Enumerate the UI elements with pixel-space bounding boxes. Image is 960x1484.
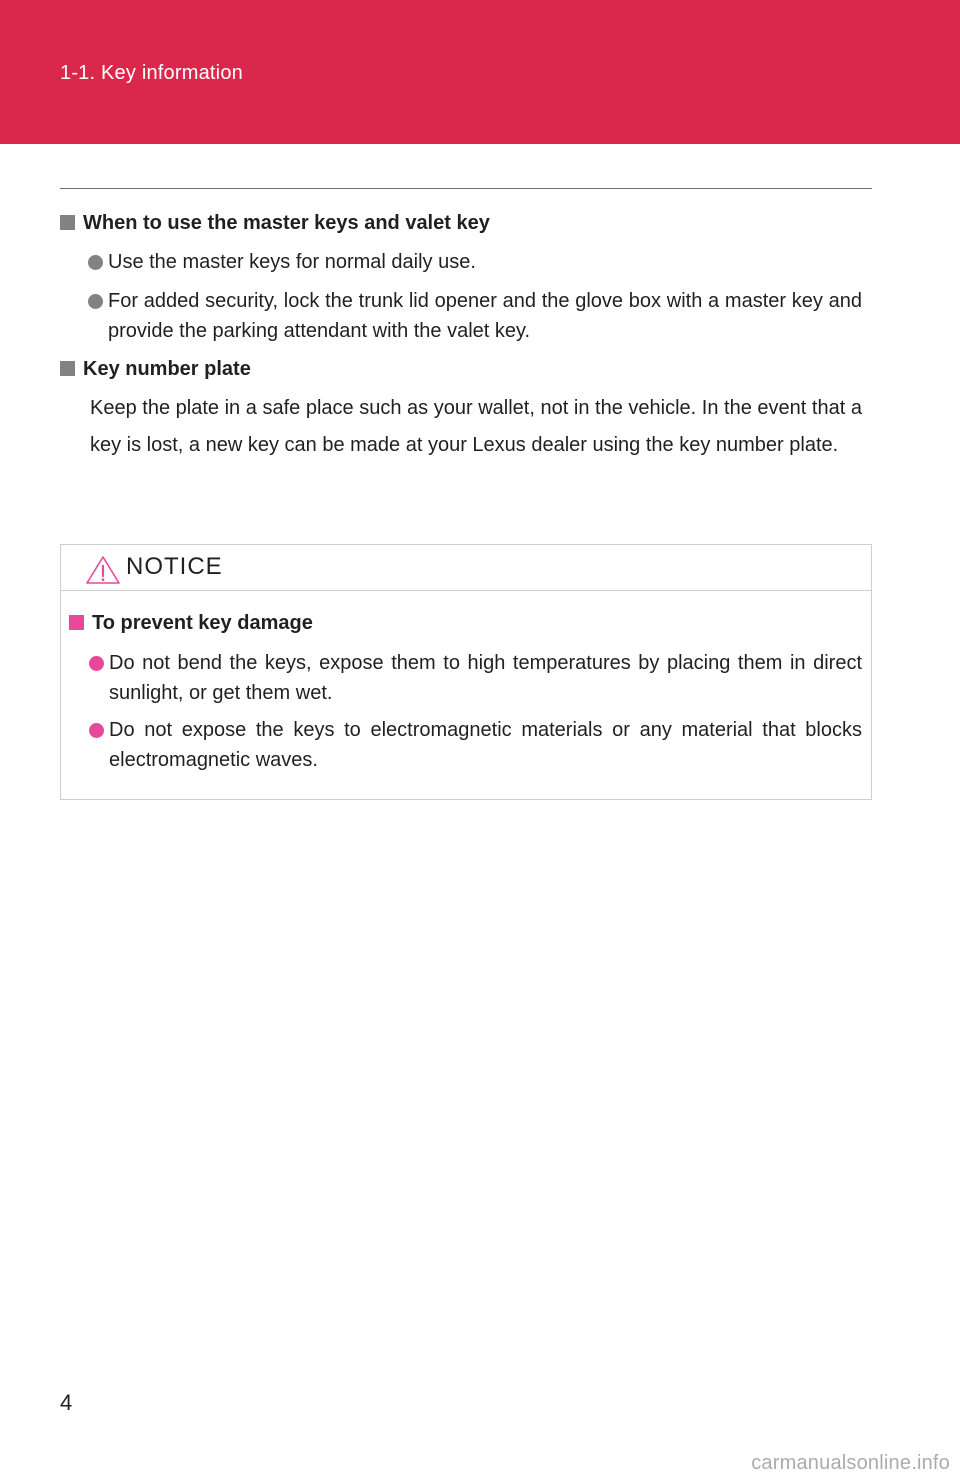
notice-bullet-2-text: Do not expose the keys to electromagnetic materials or any material that blocks electromagnetic waves. bbox=[109, 719, 862, 771]
master-keys-bullet-2-text: For added security, lock the trunk lid opener and the glove box with a master key and provide the parking attendant with the valet key. bbox=[108, 290, 862, 342]
gray-bullet-icon bbox=[88, 255, 103, 270]
key-plate-heading bbox=[60, 355, 251, 383]
master-keys-bullet-1-text: Use the master keys for normal daily use. bbox=[108, 251, 476, 273]
header-band bbox=[0, 0, 960, 144]
key-plate-paragraph: Keep the plate in a safe place such as your wallet, not in the vehicle. In the event that a key is lost, a new key can be made at your Lexus dealer using the key number plate. bbox=[90, 397, 862, 456]
master-keys-bullet-2 bbox=[108, 286, 862, 346]
notice-heading bbox=[69, 609, 313, 637]
warning-triangle-icon bbox=[85, 555, 121, 585]
page-number: 4 bbox=[60, 1390, 73, 1415]
pink-square-marker-icon bbox=[69, 615, 84, 630]
notice-box bbox=[60, 544, 872, 800]
gray-square-marker-icon bbox=[60, 215, 75, 230]
section-title: 1-1. Key information bbox=[60, 62, 243, 84]
notice-bullet-1 bbox=[109, 648, 862, 708]
master-keys-heading bbox=[60, 209, 490, 237]
watermark: carmanualsonline.info bbox=[751, 1452, 950, 1474]
pink-bullet-icon bbox=[89, 656, 104, 671]
notice-bullet-1-text: Do not bend the keys, expose them to high temperatures by placing them in direct sunlight, or get them wet. bbox=[109, 652, 862, 704]
gray-bullet-icon bbox=[88, 294, 103, 309]
notice-label: NOTICE bbox=[126, 553, 223, 580]
divider-rule bbox=[60, 188, 872, 189]
notice-header bbox=[61, 545, 871, 591]
pink-bullet-icon bbox=[89, 723, 104, 738]
gray-square-marker-icon bbox=[60, 361, 75, 376]
notice-heading-text: To prevent key damage bbox=[92, 612, 313, 634]
notice-bullet-2 bbox=[109, 715, 862, 775]
key-plate-heading-text: Key number plate bbox=[83, 358, 251, 380]
master-keys-heading-text: When to use the master keys and valet key bbox=[83, 212, 490, 234]
master-keys-bullet-1 bbox=[108, 247, 862, 277]
